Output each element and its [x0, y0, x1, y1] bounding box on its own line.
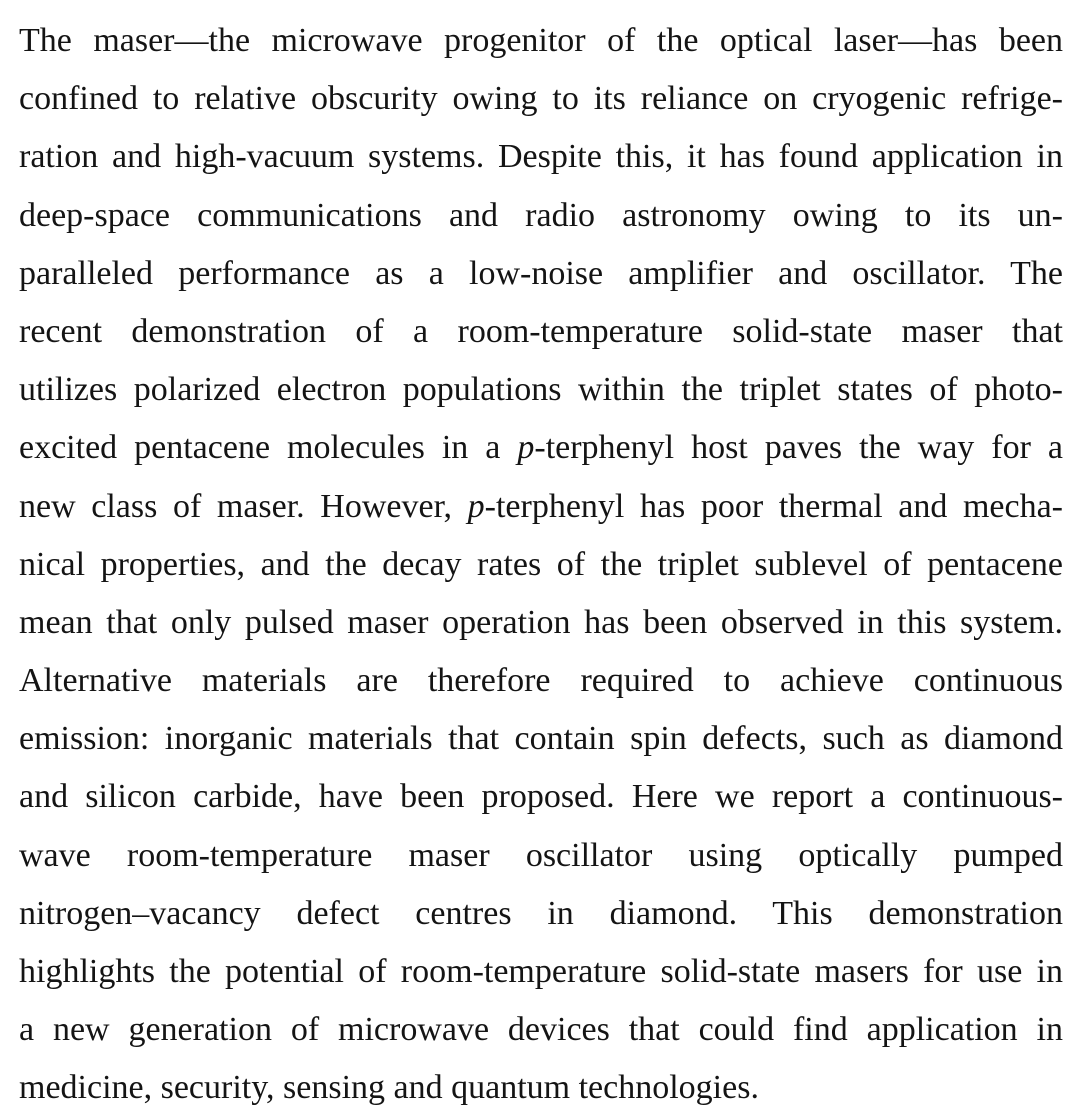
text-line: emission: inorganic materials that contain spin defects, such as diamond	[19, 720, 1063, 758]
text-line: excited pentacene molecules in a p-terphenyl host paves the way for a	[19, 429, 1063, 467]
text-line: recent demonstration of a room-temperature solid-state maser that	[19, 312, 1063, 350]
text-line: The maser—the microwave progenitor of the optical laser—has been	[19, 22, 1063, 59]
text-line: new class of maser. However, p-terphenyl has poor thermal and mecha-	[19, 487, 1063, 525]
text-line: Alternative materials are therefore required to achieve continuous	[19, 662, 1063, 700]
text-line: nitrogen–vacancy defect centres in diamond. This demonstration	[19, 894, 1063, 932]
italic-p: p	[517, 429, 535, 467]
text-line: paralleled performance as a low-noise amplifier and oscillator. The	[19, 254, 1063, 292]
text-line: mean that only pulsed maser operation has been observed in this system.	[19, 603, 1063, 641]
text-line: a new generation of microwave devices that could find application in	[19, 1011, 1063, 1049]
text-line: ration and high-vacuum systems. Despite this, it has found application in	[19, 138, 1063, 176]
text-line: wave room-temperature maser oscillator using optically pumped	[19, 836, 1063, 874]
text-line: deep-space communications and radio astronomy owing to its un-	[19, 196, 1063, 234]
text-line: utilizes polarized electron populations within the triplet states of photo-	[19, 371, 1063, 409]
italic-p: p	[467, 487, 485, 525]
text-line: highlights the potential of room-temperature solid-state masers for use in	[19, 953, 1063, 990]
abstract-paragraph	[19, 12, 1063, 1118]
text-line: and silicon carbide, have been proposed. Here we report a continuous-	[19, 778, 1063, 816]
text-line: confined to relative obscurity owing to its reliance on cryogenic refrige-	[19, 80, 1063, 118]
text-line: nical properties, and the decay rates of the triplet sublevel of pentacene	[19, 545, 1063, 583]
text-line: medicine, security, sensing and quantum technologies.	[19, 1069, 759, 1107]
